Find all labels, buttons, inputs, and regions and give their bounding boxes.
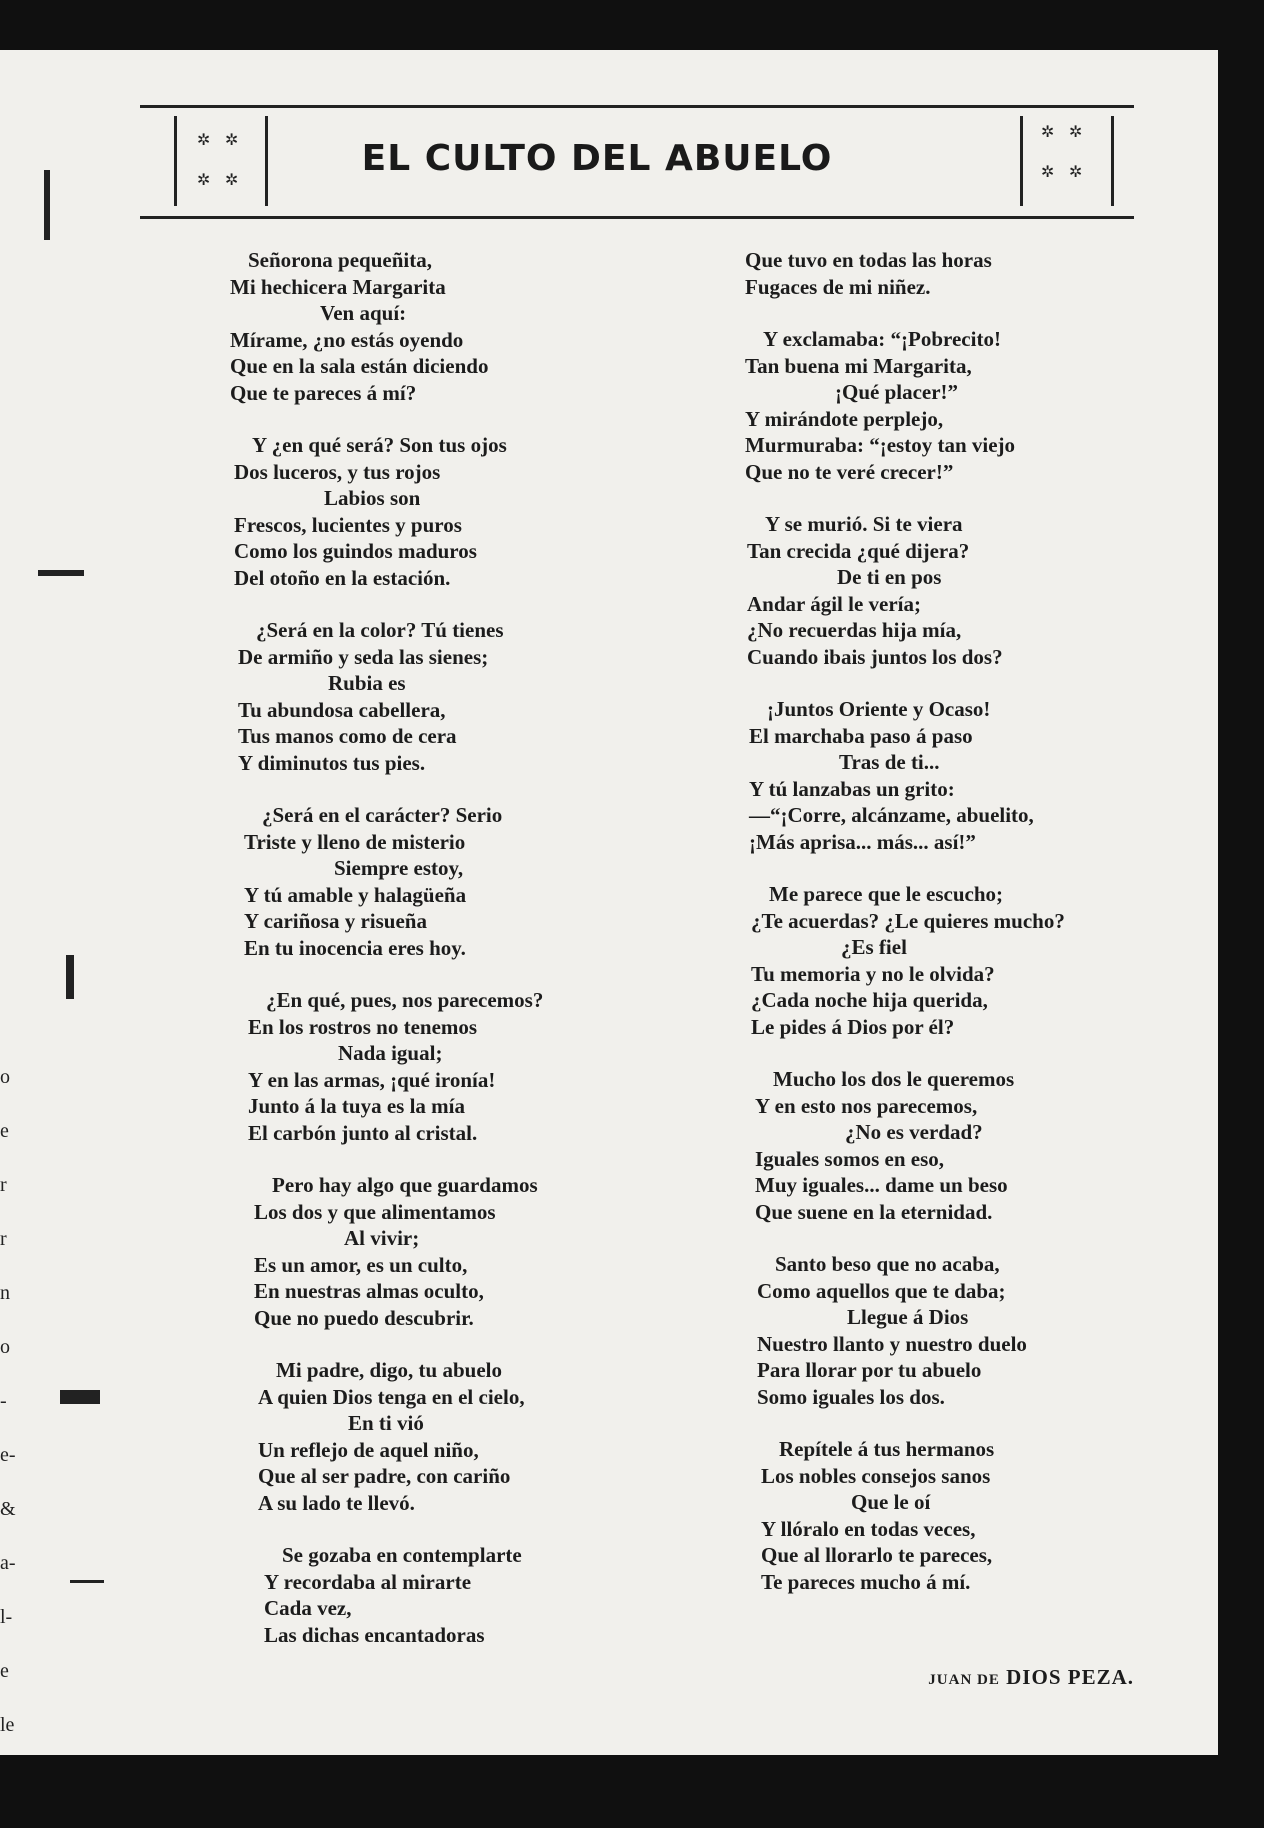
verse-line: Santo beso que no acaba, xyxy=(775,1252,1000,1276)
verse-line: En los rostros no tenemos xyxy=(248,1014,478,1039)
left-margin-fragments xyxy=(0,1050,20,1752)
verse-line: Y llóralo en todas veces, xyxy=(761,1516,976,1541)
verse-line: Frescos, lucientes y puros xyxy=(234,512,462,537)
verse-line: Y cariñosa y risueña xyxy=(244,909,427,933)
verse-line: Y ¿en qué será? Son tus ojos xyxy=(252,433,507,457)
verse-line: Tus manos como de cera xyxy=(238,724,457,748)
margin-fragment: r xyxy=(0,1228,7,1250)
verse-line: Triste y lleno de misterio xyxy=(244,829,466,854)
verse-line: Llegue á Dios xyxy=(847,1305,969,1329)
star-icon: ✲ xyxy=(197,130,211,149)
verse-line: Nuestro llanto y nuestro duelo xyxy=(757,1331,1027,1356)
stanza xyxy=(751,881,1215,1040)
stanza xyxy=(258,1357,700,1516)
verse-line: Y exclamaba: “¡Pobrecito! xyxy=(763,327,1001,351)
verse-line: Y diminutos tus pies. xyxy=(238,750,426,775)
page-title: EL CULTO DEL ABUELO xyxy=(361,138,833,179)
margin-fragment: o xyxy=(0,1066,10,1088)
verse-line: Pero hay algo que guardamos xyxy=(272,1173,538,1197)
stanza xyxy=(749,696,1215,855)
verse-line: ¡Qué placer!” xyxy=(835,380,959,404)
title-banner xyxy=(140,105,1134,219)
poem-column-left xyxy=(230,247,700,1674)
verse-line: ¿Es fiel xyxy=(841,935,907,959)
verse-line: Iguales somos en eso, xyxy=(755,1146,945,1171)
verse-line: Del otoño en la estación. xyxy=(234,565,451,590)
ink-blot xyxy=(38,570,84,576)
margin-fragment: & xyxy=(0,1498,16,1520)
verse-line: Tras de ti... xyxy=(839,750,940,774)
verse-line: Rubia es xyxy=(328,671,406,695)
margin-fragment: l- xyxy=(0,1606,13,1628)
margin-fragment: n xyxy=(0,1282,10,1304)
verse-line: Que no puedo descubrir. xyxy=(254,1305,474,1330)
verse-line: Le pides á Dios por él? xyxy=(751,1014,955,1039)
verse-line: —“¡Corre, alcánzame, abuelito, xyxy=(749,803,1034,827)
ink-blot xyxy=(70,1580,104,1583)
verse-line: Los dos y que alimentamos xyxy=(254,1199,496,1224)
verse-line: Mi padre, digo, tu abuelo xyxy=(276,1358,502,1382)
verse-line: De armiño y seda las sienes; xyxy=(238,644,489,669)
verse-line: Un reflejo de aquel niño, xyxy=(258,1437,479,1462)
verse-line: Que tuvo en todas las horas xyxy=(745,248,992,272)
verse-line: ¿No recuerdas hija mía, xyxy=(747,618,962,642)
verse-line: Nada igual; xyxy=(338,1041,443,1065)
verse-line: Cuando ibais juntos los dos? xyxy=(747,644,1003,669)
ink-blot xyxy=(66,955,74,999)
verse-line: ¿Será en el carácter? Serio xyxy=(262,803,503,827)
verse-line: Andar ágil le vería; xyxy=(747,591,922,616)
margin-fragment: e xyxy=(0,1660,9,1682)
verse-line: Se gozaba en contemplarte xyxy=(282,1543,522,1567)
verse-line: Que te pareces á mí? xyxy=(230,380,417,405)
verse-line: Es un amor, es un culto, xyxy=(254,1252,468,1277)
verse-line: Tan crecida ¿qué dijera? xyxy=(747,538,970,563)
verse-line: Murmuraba: “¡estoy tan viejo xyxy=(745,433,1016,457)
star-icon: ✲ xyxy=(1069,162,1083,181)
margin-fragment: e xyxy=(0,1120,9,1142)
ink-blot xyxy=(60,1390,100,1404)
verse-line: Como los guindos maduros xyxy=(234,539,477,563)
signature-given-name: JUAN DE xyxy=(928,1672,1000,1688)
margin-fragment: r xyxy=(0,1174,7,1196)
verse-line: Que no te veré crecer!” xyxy=(745,459,954,484)
verse-line: Junto á la tuya es la mía xyxy=(248,1094,466,1118)
verse-line: Que al ser padre, con cariño xyxy=(258,1464,511,1488)
margin-fragment: - xyxy=(0,1390,7,1412)
margin-fragment: o xyxy=(0,1336,10,1358)
page-sheet xyxy=(0,50,1218,1755)
verse-line: Y en las armas, ¡qué ironía! xyxy=(248,1067,496,1092)
stanza xyxy=(238,617,700,776)
verse-line: Que le oí xyxy=(851,1490,931,1514)
stanza xyxy=(244,802,700,961)
verse-line: Y tú amable y halagüeña xyxy=(244,882,467,907)
verse-line: Y en esto nos parecemos, xyxy=(755,1093,978,1118)
verse-line: Labios son xyxy=(324,486,421,510)
stanza xyxy=(745,326,1215,485)
verse-line: Las dichas encantadoras xyxy=(264,1622,485,1647)
verse-line: ¿En qué, pues, nos parecemos? xyxy=(266,988,544,1012)
verse-line: Y tú lanzabas un grito: xyxy=(749,776,955,801)
verse-line: Mucho los dos le queremos xyxy=(773,1067,1015,1091)
verse-line: Que suene en la eternidad. xyxy=(755,1199,993,1224)
verse-line: En nuestras almas oculto, xyxy=(254,1279,484,1303)
ornament-box-left xyxy=(174,116,268,206)
stanza xyxy=(755,1066,1215,1225)
verse-line: En tu inocencia eres hoy. xyxy=(244,935,466,960)
verse-line: Fugaces de mi niñez. xyxy=(745,274,931,299)
stanza xyxy=(745,247,1215,300)
stanza xyxy=(264,1542,700,1648)
star-icon: ✲ xyxy=(197,170,211,189)
star-icon: ✲ xyxy=(1041,122,1055,141)
verse-line: Como aquellos que te daba; xyxy=(757,1278,1006,1303)
verse-line: Para llorar por tu abuelo xyxy=(757,1358,982,1382)
star-icon: ✲ xyxy=(1041,162,1055,181)
stanza xyxy=(254,1172,700,1331)
stanza xyxy=(248,987,700,1146)
verse-line: Muy iguales... dame un beso xyxy=(755,1173,1008,1197)
stanza xyxy=(234,432,700,591)
stanza xyxy=(230,247,700,406)
verse-line: En ti vió xyxy=(348,1411,424,1435)
margin-fragment: a- xyxy=(0,1552,16,1574)
stanza xyxy=(757,1251,1215,1410)
margin-fragment: e- xyxy=(0,1444,16,1466)
star-icon: ✲ xyxy=(1069,122,1083,141)
verse-line: Somo iguales los dos. xyxy=(757,1384,945,1409)
verse-line: Los nobles consejos sanos xyxy=(761,1463,991,1488)
verse-line: ¿Cada noche hija querida, xyxy=(751,988,988,1012)
verse-line: Mi hechicera Margarita xyxy=(230,274,446,299)
verse-line: ¿No es verdad? xyxy=(845,1120,983,1144)
verse-line: Y se murió. Si te viera xyxy=(765,512,963,536)
verse-line: Siempre estoy, xyxy=(334,856,464,880)
star-icon: ✲ xyxy=(225,130,239,149)
poem-column-right xyxy=(745,247,1215,1621)
author-signature xyxy=(928,1665,1134,1690)
ink-blot xyxy=(44,170,50,240)
verse-line: Tu memoria y no le olvida? xyxy=(751,961,995,986)
verse-line: De ti en pos xyxy=(837,565,942,589)
verse-line: Señorona pequeñita, xyxy=(248,248,432,272)
signature-surname: DIOS PEZA. xyxy=(1006,1665,1134,1689)
verse-line: ¿Te acuerdas? ¿Le quieres mucho? xyxy=(751,908,1065,933)
verse-line: Que en la sala están diciendo xyxy=(230,354,489,378)
verse-line: A su lado te llevó. xyxy=(258,1490,415,1515)
verse-line: Al vivir; xyxy=(344,1226,420,1250)
verse-line: Tu abundosa cabellera, xyxy=(238,697,446,722)
verse-line: Que al llorarlo te pareces, xyxy=(761,1543,993,1567)
verse-line: Ven aquí: xyxy=(320,301,407,325)
verse-line: ¡Más aprisa... más... así!” xyxy=(749,829,976,854)
stanza xyxy=(747,511,1215,670)
verse-line: Repítele á tus hermanos xyxy=(779,1437,995,1461)
stanza xyxy=(761,1436,1215,1595)
verse-line: Y mirándote perplejo, xyxy=(745,406,944,431)
verse-line: Tan buena mi Margarita, xyxy=(745,353,972,378)
verse-line: El carbón junto al cristal. xyxy=(248,1120,478,1145)
verse-line: Cada vez, xyxy=(264,1596,352,1620)
verse-line: El marchaba paso á paso xyxy=(749,723,973,748)
verse-line: Mírame, ¿no estás oyendo xyxy=(230,327,464,352)
verse-line: ¡Juntos Oriente y Ocaso! xyxy=(767,697,991,721)
margin-fragment: le xyxy=(0,1714,15,1736)
verse-line: ¿Será en la color? Tú tienes xyxy=(256,618,504,642)
ornament-box-right xyxy=(1020,116,1114,206)
verse-line: Y recordaba al mirarte xyxy=(264,1569,472,1594)
verse-line: Te pareces mucho á mí. xyxy=(761,1569,971,1594)
verse-line: Dos luceros, y tus rojos xyxy=(234,459,441,484)
verse-line: Me parece que le escucho; xyxy=(769,882,1004,906)
verse-line: A quien Dios tenga en el cielo, xyxy=(258,1384,525,1409)
star-icon: ✲ xyxy=(225,170,239,189)
